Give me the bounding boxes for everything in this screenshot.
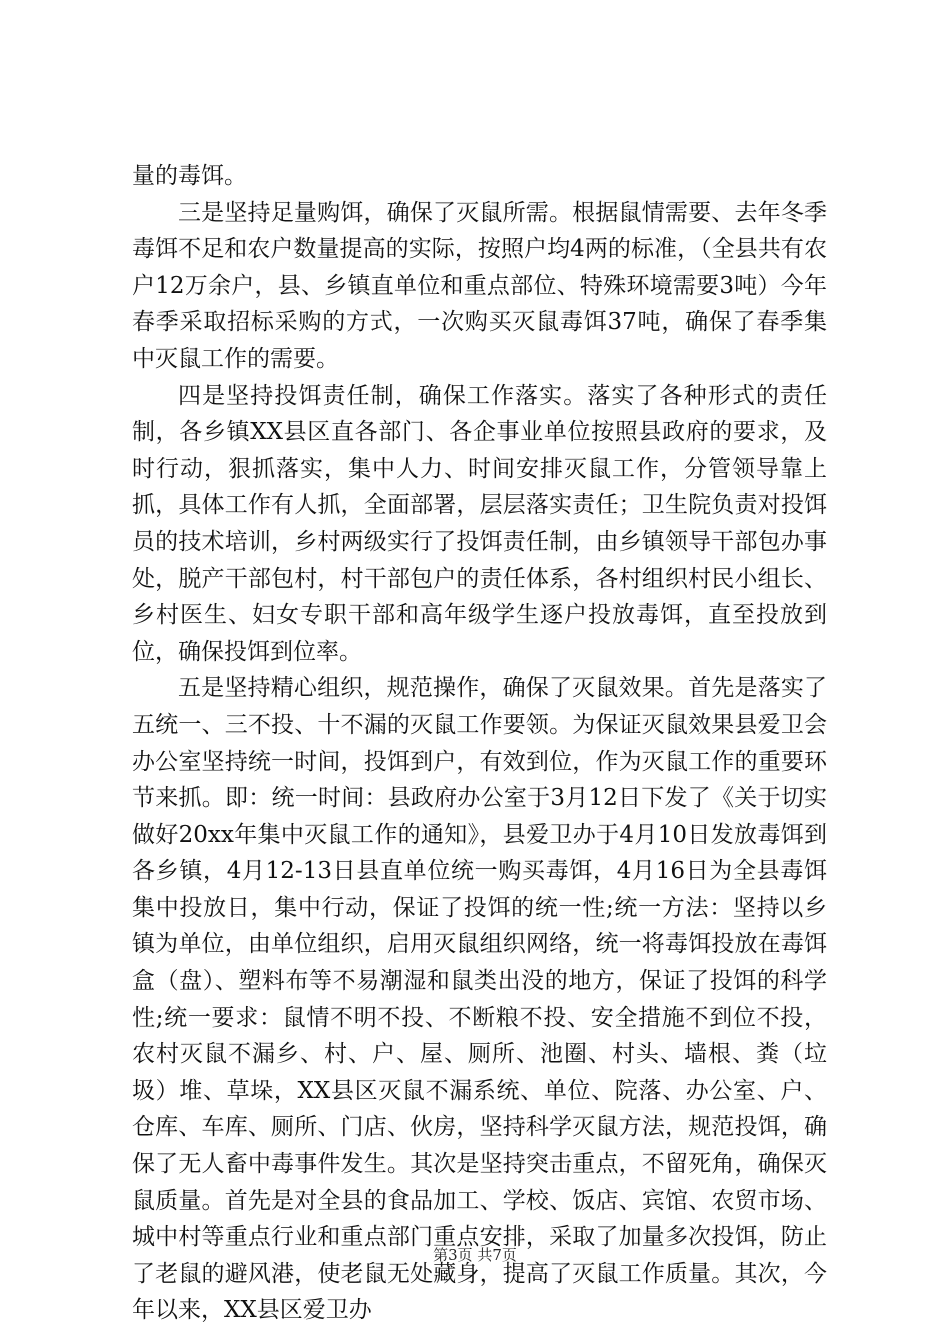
paragraph-3: 四是坚持投饵责任制，确保工作落实。落实了各种形式的责任制，各乡镇XX县区直各部门、各企事业单位按照县政府的要求，及时行动，狠抓落实，集中人力、时间安排灭鼠工作，分管领导靠上抓，具体工作有人抓，全面部署，层层落实责任；卫生院负责对投饵员的技术培训，乡村两级实行了投饵责任制，由乡镇领导干部包办事处，脱产干部包村，村干部包户的责任体系，各村组织村民小组长、乡村医生、妇女专职干部和高年级学生逐户投放毒饵，直至投放到位，确保投饵到位率。 [132, 382, 827, 665]
paragraph-4: 五是坚持精心组织，规范操作，确保了灭鼠效果。首先是落实了五统一、三不投、十不漏的灭鼠工作要领。为保证灭鼠效果县爱卫会办公室坚持统一时间，投饵到户，有效到位，作为灭鼠工作的重要环节来抓。即：统一时间：县政府办公室于3月12日下发了《关于切实做好20xx年集中灭鼠工作的通知》，县爱卫办于4月10日发放毒饵到各乡镇，4月12-13日县直单位统一购买毒饵，4月16日为全县毒饵集中投放日，集中行动，保证了投饵的统一性;统一方法：坚持以乡镇为单位，由单位组织，启用灭鼠组织网络，统一将毒饵投放在毒饵盒（盘）、塑料布等不易潮湿和鼠类出没的地方，保证了投饵的科学性;统一要求：鼠情不明不投、不断粮不投、安全措施不到位不投，农村灭鼠不漏乡、村、户、屋、厕所、池圈、村头、墙根、粪（垃圾）堆、草垛，XX县区灭鼠不漏系统、单位、院落、办公室、户、仓库、车库、厕所、门店、伙房，坚持科学灭鼠方法，规范投饵，确保了无人畜中毒事件发生。其次是坚持突击重点，不留死角，确保灭鼠质量。首先是对全县的食品加工、学校、饭店、宾馆、农贸市场、城中村等重点行业和重点部门重点安排，采取了加量多次投饵，防止了老鼠的避风港，使老鼠无处藏身，提高了灭鼠工作质量。其次，今年以来，XX县区爱卫办 [132, 675, 827, 1324]
page-footer: 第3页 共7页 [433, 1246, 517, 1264]
paragraph-2: 三是坚持足量购饵，确保了灭鼠所需。根据鼠情需要、去年冬季毒饵不足和农户数量提高的实际，按照户均4两的标准，（全县共有农户12万余户，县、乡镇直单位和重点部位、特殊环境需要3吨）今年春季采取招标采购的方式，一次购买灭鼠毒饵37吨，确保了春季集中灭鼠工作的需要。 [132, 199, 827, 372]
document-body [132, 158, 827, 1329]
paragraph-1: 量的毒饵。 [132, 163, 247, 189]
